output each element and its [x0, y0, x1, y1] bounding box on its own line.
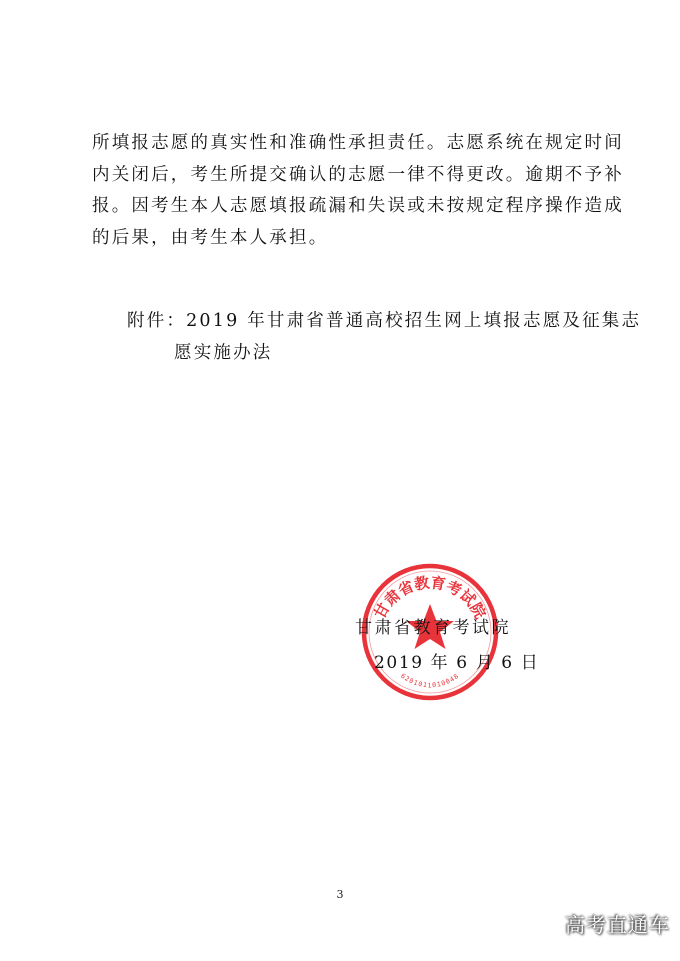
signing-date: 2019 年 6 月 6 日: [374, 653, 540, 673]
body-line: 内关闭后，考生所提交确认的志愿一律不得更改。逾期不予补: [92, 164, 624, 185]
watermark: [520, 907, 670, 939]
svg-text:6201011010048: 6201011010048: [399, 671, 461, 690]
body-line: 所填报志愿的真实性和准确性承担责任。志愿系统在规定时间: [92, 133, 624, 153]
body-line: 的后果，由考生本人承担。: [92, 227, 329, 248]
signing-organization: 甘肃省教育考试院: [355, 618, 511, 638]
page-number: 3: [336, 888, 344, 901]
attachment-line-1: 附件：2019 年甘肃省普通高校招生网上填报志愿及征集志: [127, 311, 642, 331]
watermark-text: 高考直通车: [565, 912, 670, 937]
svg-text:甘肃省教育考试院: 甘肃省教育考试院: [370, 573, 490, 622]
attachment-line-2: 愿实施办法: [174, 343, 273, 363]
attachment-note: [127, 305, 642, 369]
body-paragraph: [92, 128, 624, 254]
body-line: 报。因考生本人志愿填报疏漏和失误或未按规定程序操作造成: [92, 196, 624, 216]
